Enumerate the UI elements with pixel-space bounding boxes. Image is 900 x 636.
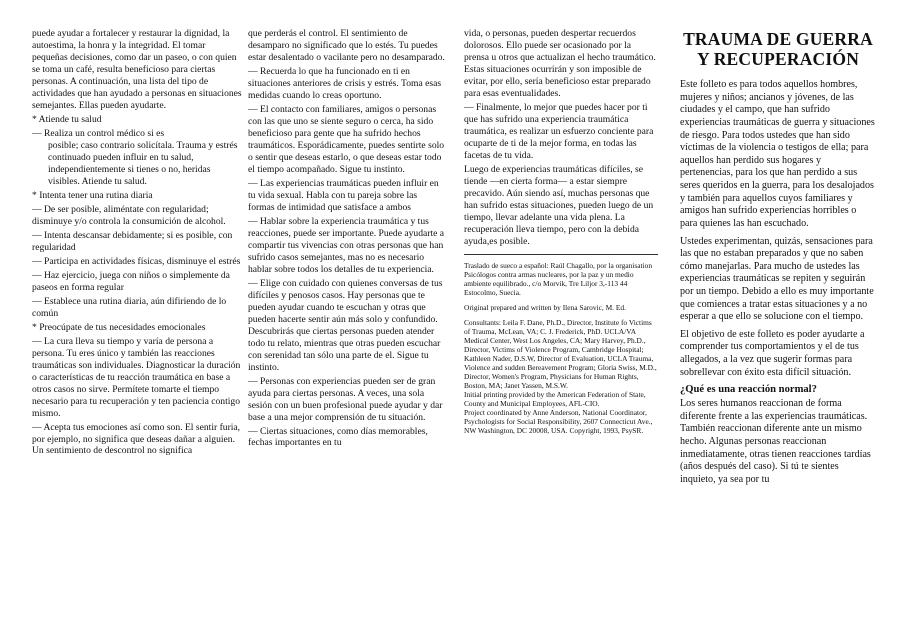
- body-paragraph: — Ciertas situaciones, como días memorables, fechas importantes en tu: [248, 425, 428, 449]
- body-paragraph: — De ser posible, aliméntate con regularidad; disminuye y/o controla la consumición de alcohol.: [32, 203, 226, 227]
- body-paragraph: — Acepta tus emociones así como son. El sentir furia, por ejemplo, no significa que deseas dañar a alguien. Un sentimiento de descontrol no significa: [32, 421, 241, 457]
- body-paragraph: Luego de experiencias traumáticas difíciles, se tiende —en cierta forma— a estar siempre precavido. Aún siendo así, muchas personas que han sufrido estas situaciones, pueden luego de un tiempo, llevar adelante una vida plena. La recuperación lleva tiempo, pero con la debida ayuda,es posible.: [464, 163, 654, 247]
- body-paragraph: — La cura lleva su tiempo y varía de persona a persona. Tu eres único y también las reacciones traumáticas son individuales. Diagnosticar la duración o características de tu reacción traumática en base a otros casos no sirve. Permítete tomarte el tiempo necesario para tu recuperación y ten paciencia contigo mismo.: [32, 335, 241, 419]
- column-3: [464, 28, 658, 441]
- body-paragraph: — Haz ejercicio, juega con niños o simplemente da paseos en forma regular: [32, 269, 230, 293]
- body-paragraph: * Intenta tener una rutina diaria: [32, 189, 153, 201]
- section-divider: [464, 254, 658, 255]
- body-paragraph: Este folleto es para todos aquellos hombres, mujeres y niños; ancianos y jóvenes, de las ciudades y el campo, que han sufrido experiencias traumáticas de guerra y situaciones de riesgo. Para todos ustedes que han sido víctimas de la violencia o testigos de ella; para aquellos han perdido sus hogares y pertenencias, para los que han perdido a sus seres queridos en la guerra, para los desalojados y también para aquellos cuyos familiares y amigos han sufrido experiencias horribles o para quienes las han escuchado.: [680, 79, 875, 229]
- body-paragraph: — El contacto con familiares, amigos o personas con las que uno se siente seguro o cerca, ha sido beneficioso para gente que ha sufrido hechos traumáticos. Esporádicamente, puedes sentirte solo o sentir que deseas estarlo, o que deseas estar todo el tiempo acompañado. Sigue tu instinto.: [248, 103, 445, 175]
- body-paragraph: Los seres humanos reaccionan de forma diferente frente a las experiencias traumáticas. También reaccionan diferente ante un mismo hecho. Algunas personas reaccionan inmediatamente, otras tienen reacciones tardías (años después del caso). Si tú te sientes inquieto, ya sea por tu: [680, 398, 871, 485]
- credits-paragraph: Traslado de sueco a español: Raúl Chagallo, por la organisation Psicólogos contra armas nucleares, por la paz y un medio ambiente equilibrado., c/o Morvik, Tre Liljor 3,-113 44 Estocolmo, Suecia.: [464, 260, 653, 297]
- column-4: [680, 28, 876, 491]
- body-paragraph: que perderás el control. El sentimiento de desamparo no significado que lo estés. Tu puedes estar desalentado o vacilante pero no desamparado.: [248, 28, 445, 63]
- body-paragraph: vida, o personas, pueden despertar recuerdos dolorosos. Ello puede ser ocasionado por la prensa u otros que actualizan el hecho traumático. Estas situaciones ocurrirán y son imposible de evitar, por ello, sería beneficioso estar preparado para esas eventualidades.: [464, 28, 656, 99]
- body-paragraph: * Preocúpate de tus necesidades emocionales: [32, 321, 206, 333]
- body-paragraph: — Personas con experiencias pueden ser de gran ayuda para ciertas personas. A veces, una sola sesión con un buen profesional puede ayudar y dar base a una mejor comprensión de tu situación.: [248, 375, 443, 423]
- body-paragraph: — Intenta descansar debidamente; si es posible, con regularidad: [32, 229, 233, 253]
- column-2: [248, 28, 446, 451]
- list-item-continuation: posible; caso contrario solicítala. Trauma y estrés continuado pueden influir en tu salud, independientemente si tienes o no, heridas visibles. Atiende tu salud.: [48, 139, 238, 187]
- column-1: [32, 28, 242, 459]
- body-paragraph: — Establece una rutina diaria, aún difiriendo de lo común: [32, 295, 227, 319]
- credits-paragraph: Original prepared and written by Ilena Sarovic, M. Ed.: [464, 302, 626, 312]
- body-paragraph: — Las experiencias traumáticas pueden influir en tu vida sexual. Habla con tu pareja sobre las formas de intimidad que satisface a ambos: [248, 177, 439, 213]
- section-heading: ¿Qué es una reacción normal?: [680, 384, 817, 396]
- body-paragraph: — Hablar sobre la experiencia traumática y tus reacciones, puede ser importante. Puede ayudarte a compartir tus vivencias con otras personas que han sufrido casos semejantes, mas no es necesario hablar sobre todos los detalles de tu experiencia.: [248, 215, 445, 275]
- body-paragraph: — Recuerda lo que ha funcionado en ti en situaciones anteriores de crisis y estrés. Toma esas medidas cuando lo creas oportuno.: [248, 65, 442, 101]
- credits-paragraph: Consultants: Leila F. Dane, Ph.D., Director, Institute fo Victims of Trauma, McLean, VA; C. J. Frederick, PhD. UCLA/VA Medical Center, West Los Angeles, CA; Mary Harvey, Ph.D., Director, Victims of Violence Program, Cambridge Hospital; Kathleen Nader, D.S.W, Director of Evaluation, UCLA Trauma, Violence and sudden Bereavement Program; Gloria Swiss, M.D., Director, Women's Program, Physicians for Human Rights, Boston, MA; Janet Yassen, M.S.W. Initial printing provided by the American Federation of State, County and Municipal Employees, AFL-CIO. Project coordinated by Anne Anderson, National Coordinator, Psychologists for Social Responsibility, 2607 Connecticut Ave., NW Washington, DC 20008, USA. Copyright, 1993, PsySR.: [464, 317, 657, 436]
- brochure-title: TRAUMA DE GUERRA Y RECUPERACIÓN: [683, 29, 873, 69]
- body-paragraph: Ustedes experimentan, quizás, sensaciones para las que no estaban preparados y que no saben cómo manejarlas. Para mucho de ustedes las experiencias traumáticas se repiten y seguirán por un tiempo. Debido a ello es muy importante que comiences a tratar estas situaciones y a no esperar a que ello se solucione con el tiempo.: [680, 235, 874, 323]
- body-paragraph: — Finalmente, lo mejor que puedes hacer por ti que has sufrido una experiencia traumática traumática, es realizar un esfuerzo conciente para ocuparte de ti de la mejor forma, en todas las facetas de tu vida.: [464, 101, 654, 161]
- body-paragraph: El objetivo de este folleto es poder ayudarte a comprender tus comportamientos y el de tus allegados, a la vez que sugerir formas para sobrellevar con éxito esta difícil situación.: [680, 328, 865, 378]
- list-item: — Realiza un control médico si es: [32, 127, 165, 139]
- body-paragraph: — Participa en actividades físicas, disminuye el estrés: [32, 255, 241, 267]
- body-paragraph: puede ayudar a fortalecer y restaurar la dignidad, la autoestima, la honra y la integridad. El tomar pequeñas decisiones, como dar un paseo, o con quien se toma un café, resulta beneficioso para ciertas personas. A continuación, una lista del tipo de actividades que han ayudado a personas en situaciones semejantes. Ellas pueden ayudarte.: [32, 28, 242, 111]
- body-paragraph: — Elige con cuidado con quienes conversas de tus difíciles y penosos casos. Hay personas que te pueden ayudar cuando te escuchan y otras que pueden hacerte sentir aún más solo y confundido. Descubrirás que ciertas personas pueden atender todo tu relato, mientras que otras pueden escuchar con serenidad tan sólo una parte de el. Sigue tu instinto.: [248, 277, 443, 373]
- body-paragraph: * Atiende tu salud: [32, 113, 102, 125]
